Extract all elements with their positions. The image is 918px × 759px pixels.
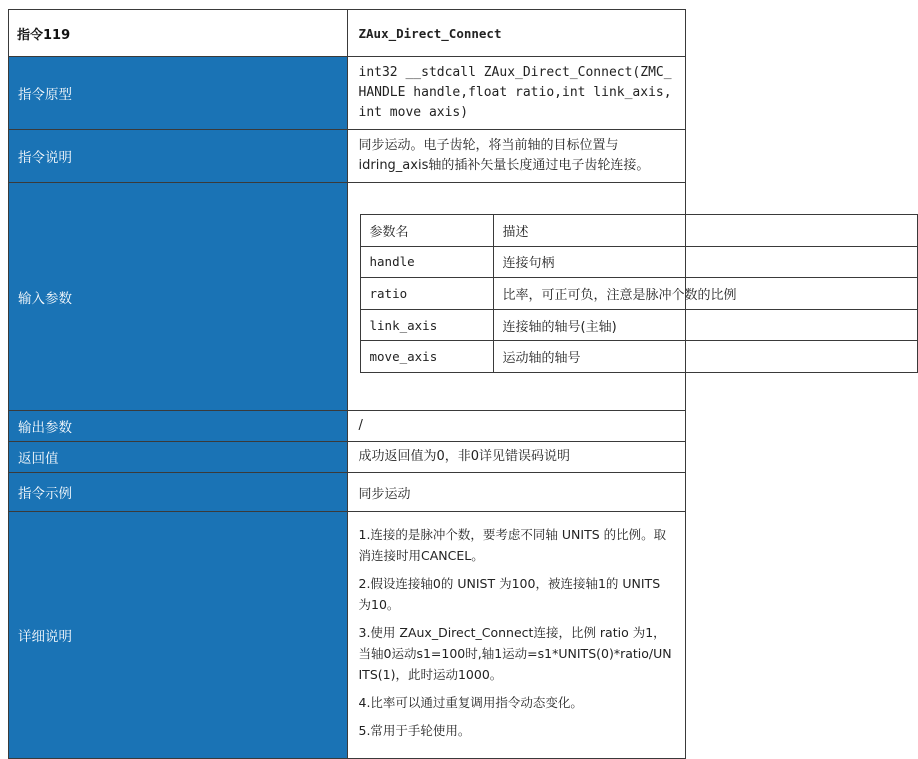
example-label: 指令示例 <box>9 473 348 512</box>
output-value: / <box>347 411 686 442</box>
param-name: handle <box>360 246 493 278</box>
output-row <box>9 411 686 442</box>
instruction-table <box>8 9 737 759</box>
param-desc: 连接轴的轴号(主轴) <box>493 309 917 341</box>
function-name: ZAux_Direct_Connect <box>347 10 686 57</box>
detail-line: 3.使用 ZAux_Direct_Connect连接，比例 ratio 为1，当轴0运动s1=100时,轴1运动=s1*UNITS(0)*ratio/UNITS(1)，此时运动1000。 <box>358 625 672 682</box>
param-row <box>360 341 917 373</box>
instruction-doc <box>8 9 737 759</box>
description-label: 指令说明 <box>9 130 348 183</box>
param-row <box>360 309 917 341</box>
header-row <box>9 10 686 57</box>
return-label: 返回值 <box>9 442 348 473</box>
params-header-desc: 描述 <box>493 215 917 247</box>
prototype-value: int32 __stdcall ZAux_Direct_Connect(ZMC_HANDLE handle,float ratio,int link_axis,int move axis) <box>347 57 686 130</box>
params-header-row <box>360 215 917 247</box>
params-header-name: 参数名 <box>360 215 493 247</box>
details-cell <box>347 512 686 759</box>
details-label: 详细说明 <box>9 512 348 759</box>
param-desc: 比率，可正可负，注意是脉冲个数的比例 <box>493 278 917 310</box>
param-name: move_axis <box>360 341 493 373</box>
return-value: 成功返回值为0，非0详见错误码说明 <box>347 442 686 473</box>
param-row <box>360 246 917 278</box>
param-desc: 连接句柄 <box>493 246 917 278</box>
prototype-label: 指令原型 <box>9 57 348 130</box>
detail-line: 2.假设连接轴0的 UNIST 为100，被连接轴1的 UNITS 为10。 <box>358 576 661 612</box>
param-name: link_axis <box>360 309 493 341</box>
example-value: 同步运动 <box>347 473 686 512</box>
prototype-row <box>9 57 686 130</box>
detail-line: 5.常用于手轮使用。 <box>358 723 471 738</box>
input-cell <box>347 183 737 411</box>
detail-line: 1.连接的是脉冲个数，要考虑不同轴 UNITS 的比例。取消连接时用CANCEL。 <box>358 527 667 563</box>
param-desc: 运动轴的轴号 <box>493 341 917 373</box>
input-label: 输入参数 <box>9 183 348 411</box>
instruction-number: 指令119 <box>9 10 348 57</box>
detail-line: 4.比率可以通过重复调用指令动态变化。 <box>358 695 583 710</box>
example-row <box>9 473 686 512</box>
param-name: ratio <box>360 278 493 310</box>
params-table <box>360 214 918 373</box>
output-label: 输出参数 <box>9 411 348 442</box>
input-row <box>9 183 686 411</box>
description-value: 同步运动。电子齿轮，将当前轴的目标位置与idring_axis轴的插补矢量长度通过电子齿轮连接。 <box>347 130 686 183</box>
return-row <box>9 442 686 473</box>
description-row <box>9 130 686 183</box>
param-row <box>360 278 917 310</box>
details-row <box>9 512 686 759</box>
